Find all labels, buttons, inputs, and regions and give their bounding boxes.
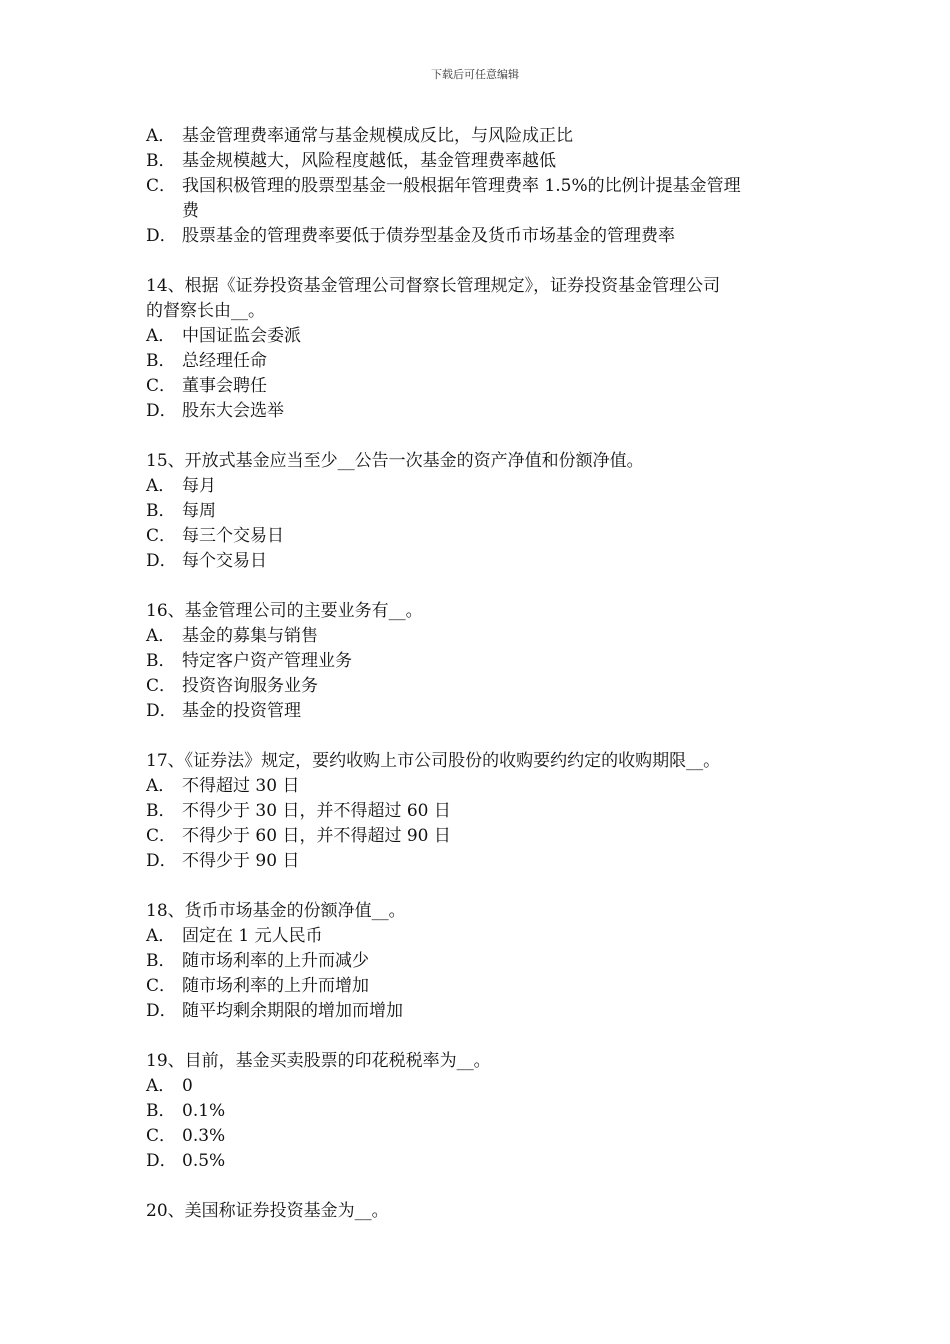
option-text: 每周 [182, 501, 216, 521]
option-letter: D． [146, 701, 177, 721]
option-text: 0 [182, 1076, 193, 1096]
option-text: 中国证监会委派 [182, 326, 301, 346]
option-letter: D． [146, 1001, 177, 1021]
question-stem: 16、基金管理公司的主要业务有__。 [146, 601, 423, 621]
option-letter: C． [146, 976, 177, 996]
answer-option [146, 324, 816, 349]
option-text: 投资咨询服务业务 [182, 676, 318, 696]
answer-option [146, 174, 816, 199]
option-text: 董事会聘任 [182, 376, 267, 396]
option-text: 随平均剩余期限的增加而增加 [182, 1001, 403, 1021]
option-text: 0.1% [182, 1101, 226, 1121]
answer-option [146, 999, 816, 1024]
option-letter: A． [146, 776, 176, 796]
option-text: 不得少于 60 日，并不得超过 90 日 [182, 826, 451, 846]
option-letter: C． [146, 176, 177, 196]
option-text: 每月 [182, 476, 216, 496]
answer-option [146, 1074, 816, 1099]
question-block [146, 274, 816, 424]
answer-option [146, 224, 816, 249]
option-letter: A． [146, 1076, 176, 1096]
answer-option [146, 799, 816, 824]
answer-option [146, 124, 816, 149]
option-text: 随市场利率的上升而增加 [182, 976, 369, 996]
option-letter: C． [146, 826, 177, 846]
option-text: 基金规模越大，风险程度越低，基金管理费率越低 [182, 151, 556, 171]
option-text: 每三个交易日 [182, 526, 284, 546]
option-text: 0.3% [182, 1126, 226, 1146]
option-text: 股票基金的管理费率要低于债券型基金及货币市场基金的管理费率 [182, 226, 675, 246]
question-block [146, 599, 816, 724]
option-letter: C． [146, 376, 177, 396]
option-letter: B． [146, 151, 176, 171]
option-text: 特定客户资产管理业务 [182, 651, 352, 671]
lead-option-block [146, 124, 816, 249]
option-letter: B． [146, 651, 176, 671]
option-letter: C． [146, 676, 177, 696]
question-block [146, 749, 816, 874]
question-stem: 14、根据《证券投资基金管理公司督察长管理规定》，证券投资基金管理公司 [146, 276, 721, 296]
answer-option [146, 774, 816, 799]
answer-option [146, 399, 816, 424]
option-text: 股东大会选举 [182, 401, 284, 421]
question-block [146, 1049, 816, 1174]
option-text: 总经理任命 [182, 351, 267, 371]
option-letter: D． [146, 551, 177, 571]
answer-option [146, 699, 816, 724]
answer-option [146, 824, 816, 849]
answer-option [146, 949, 816, 974]
answer-option [146, 349, 816, 374]
page-header: 下载后可任意编辑 [431, 68, 519, 81]
option-letter: C． [146, 526, 177, 546]
answer-option [146, 374, 816, 399]
answer-option [146, 624, 816, 649]
answer-option [146, 549, 816, 574]
answer-option [146, 1099, 816, 1124]
option-letter: D． [146, 851, 177, 871]
answer-option [146, 849, 816, 874]
option-letter: B． [146, 1101, 176, 1121]
option-letter: A． [146, 626, 176, 646]
option-letter: B． [146, 801, 176, 821]
question-stem: 的督察长由__。 [146, 301, 265, 321]
option-text: 不得少于 90 日 [182, 851, 300, 871]
answer-option [146, 524, 816, 549]
answer-option [146, 1124, 816, 1149]
option-letter: D． [146, 401, 177, 421]
answer-option [146, 674, 816, 699]
question-block [146, 899, 816, 1024]
option-text: 0.5% [182, 1151, 226, 1171]
answer-option [146, 474, 816, 499]
question-block [146, 1199, 816, 1224]
answer-option [146, 974, 816, 999]
answer-option [146, 649, 816, 674]
question-stem: 19、目前，基金买卖股票的印花税税率为__。 [146, 1051, 491, 1071]
option-text: 随市场利率的上升而减少 [182, 951, 369, 971]
option-text: 不得少于 30 日，并不得超过 60 日 [182, 801, 451, 821]
answer-option [146, 499, 816, 524]
option-text: 固定在 1 元人民币 [182, 926, 323, 946]
option-text: 基金的募集与销售 [182, 626, 318, 646]
option-text: 费 [182, 201, 199, 221]
question-stem: 20、美国称证券投资基金为__。 [146, 1201, 389, 1221]
option-text: 每个交易日 [182, 551, 267, 571]
option-letter: C． [146, 1126, 177, 1146]
question-block [146, 449, 816, 574]
answer-option [146, 149, 816, 174]
answer-option [146, 199, 816, 224]
document-body [146, 124, 816, 1224]
question-stem: 17、《证券法》规定，要约收购上市公司股份的收购要约约定的收购期限__。 [146, 751, 721, 771]
option-letter: B． [146, 351, 176, 371]
option-letter: A． [146, 926, 176, 946]
option-letter: A． [146, 476, 176, 496]
option-text: 不得超过 30 日 [182, 776, 300, 796]
question-list [146, 274, 816, 1224]
option-letter: A． [146, 326, 176, 346]
option-letter: B． [146, 501, 176, 521]
answer-option [146, 1149, 816, 1174]
option-letter: B． [146, 951, 176, 971]
option-text: 我国积极管理的股票型基金一般根据年管理费率 1.5%的比例计提基金管理 [182, 176, 741, 196]
option-letter: D． [146, 1151, 177, 1171]
option-text: 基金管理费率通常与基金规模成反比，与风险成正比 [182, 126, 573, 146]
option-letter: D． [146, 226, 177, 246]
option-letter: A． [146, 126, 176, 146]
question-stem: 15、开放式基金应当至少__公告一次基金的资产净值和份额净值。 [146, 451, 644, 471]
question-stem: 18、货币市场基金的份额净值__。 [146, 901, 406, 921]
answer-option [146, 924, 816, 949]
option-text: 基金的投资管理 [182, 701, 301, 721]
